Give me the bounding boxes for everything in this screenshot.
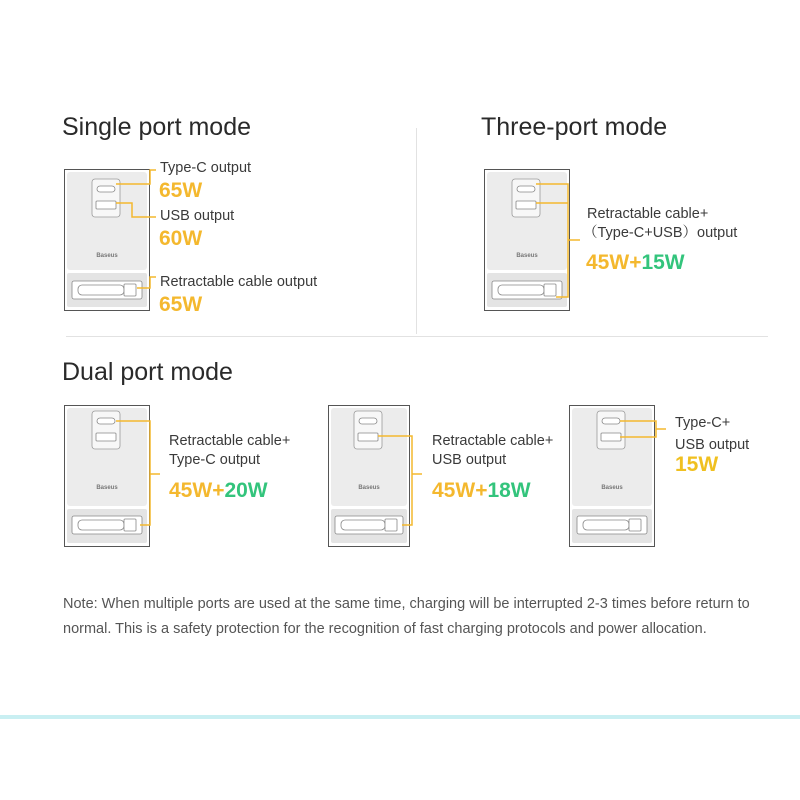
dual-1-watt-b: 20W xyxy=(224,479,268,502)
dual-1-watt-a: 45W xyxy=(169,479,213,502)
baseus-logo: Baseus xyxy=(96,485,118,491)
typec-output-watt: 65W xyxy=(159,179,203,202)
baseus-logo: Baseus xyxy=(516,253,538,259)
dual-1-label-line1: Retractable cable+ xyxy=(169,433,291,449)
dual-2-watt xyxy=(432,479,531,503)
dual-2-label-line1: Retractable cable+ xyxy=(432,433,554,449)
three-port-mode-title: Three-port mode xyxy=(481,113,668,141)
baseus-logo: Baseus xyxy=(601,485,623,491)
usb-output-label: USB output xyxy=(160,208,235,224)
dual-1-watt-plus: + xyxy=(212,479,225,502)
dual-1-label-line2: Type-C output xyxy=(169,452,261,468)
baseus-logo: Baseus xyxy=(358,485,380,491)
typec-output-label: Type-C output xyxy=(160,160,252,176)
dual-2-watt-b: 18W xyxy=(487,479,531,502)
dual-3-watt-a: 15W xyxy=(675,453,719,476)
baseus-logo: Baseus xyxy=(96,253,118,259)
three-port-watt-plus: + xyxy=(629,251,642,274)
dual-port-mode-title: Dual port mode xyxy=(62,358,233,386)
dual-3-label-line1: Type-C+ xyxy=(675,415,731,431)
three-port-watt-b: 15W xyxy=(641,251,685,274)
usb-output-watt: 60W xyxy=(159,227,203,250)
dual-1-watt xyxy=(169,479,268,503)
three-port-label-line2: （Type-C+USB）output xyxy=(583,225,738,241)
cable-output-label: Retractable cable output xyxy=(160,274,318,290)
dual-2-label-line2: USB output xyxy=(432,452,507,468)
single-port-mode-title: Single port mode xyxy=(62,113,252,141)
dual-2-watt-plus: + xyxy=(475,479,488,502)
cable-output-watt: 65W xyxy=(159,293,203,316)
three-port-label-line1: Retractable cable+ xyxy=(587,206,709,222)
dual-3-watt xyxy=(675,453,718,477)
dual-3-label-line2: USB output xyxy=(675,437,750,453)
dual-2-watt-a: 45W xyxy=(432,479,476,502)
three-port-watt-a: 45W xyxy=(586,251,630,274)
safety-note: Note: When multiple ports are used at the same time, charging will be interrupted 2-3 times before return to normal. This is a safety protection for the recognition of fast charging protocols and power allocation. xyxy=(63,596,750,637)
